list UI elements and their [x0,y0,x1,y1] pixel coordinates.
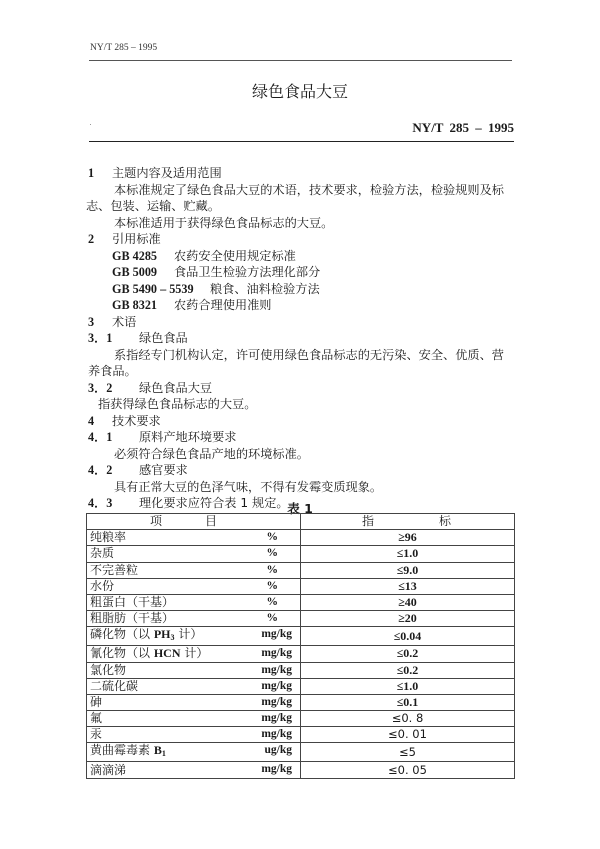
value-cell: ≤1.0 [301,546,515,562]
item-name: 黄曲霉毒素 $B_1$ [90,743,166,759]
table-row [87,578,515,594]
item-name: 不完善粒 [90,562,139,577]
section-4-heading [88,413,518,430]
value-cell: ≤0.2 [301,662,515,678]
paragraph-line: 本标准规定了绿色食品大豆的术语，技术要求，检验方法，检验规则及标 [114,182,504,197]
item-unit: % [266,531,278,544]
header-text: 项 [150,514,163,529]
header-text: 指 [362,514,375,529]
item-name: 汞 [90,727,103,742]
paragraph-line: 本标准适用于获得绿色食品标志的大豆。 [114,215,334,230]
subsection-title: 理化要求应符合表 1 规定。 [139,496,289,510]
value-cell: ≤0.1 [301,694,515,710]
value-cell: ≤1.0 [301,678,515,694]
item-cell [87,711,301,727]
item-cell [87,562,301,578]
reference-title: 粮食、油料检验方法 [210,281,320,296]
subsection-number: 4．2 [88,463,113,477]
item-name: 水份 [90,578,115,593]
table-row [87,594,515,610]
reference-code: GB 5009 [112,265,158,279]
value-cell: ≤0. 05 [301,762,515,778]
requirements-table [86,513,515,779]
reference-item [88,248,518,265]
subsection-title: 绿色食品 [139,331,188,345]
item-cell [87,727,301,743]
item-cell [87,762,301,778]
item-name: 二硫化碳 [90,678,139,693]
document-body [88,165,518,512]
paragraph-line: 系指经专门机构认定，许可使用绿色食品标志的无污染、安全、优质、营 [114,347,504,362]
value-cell: ≤13 [301,578,515,594]
reference-code: GB 8321 [112,298,158,312]
item-name: 砷 [90,694,103,709]
section-number: 1 [88,166,95,180]
item-unit: % [266,579,278,592]
item-cell [87,627,301,646]
reference-item [88,281,518,298]
document-title: 绿色食品大豆 [251,82,348,101]
value-cell: ≥20 [301,611,515,627]
item-name: 纯粮率 [90,530,127,545]
table-row [87,727,515,743]
section-3-heading [88,314,518,331]
item-cell [87,546,301,562]
item-unit: mg/kg [261,763,292,776]
reference-title: 农药合理使用准则 [174,298,272,312]
table-row [87,762,515,778]
paragraph-line: 必须符合绿色食品产地的环境标准。 [114,446,309,461]
reference-title: 食品卫生检验方法理化部分 [174,265,321,279]
table-row [87,694,515,710]
item-unit: % [266,563,278,576]
table-row [87,743,515,762]
item-cell [87,578,301,594]
table-row [87,611,515,627]
value-cell: ≤0.2 [301,646,515,662]
item-name: 磷化物（以 $PH_3$ 计） [90,627,203,643]
subsection-number: 3．2 [88,380,113,395]
item-unit: % [266,612,278,625]
item-unit: mg/kg [261,628,292,641]
subsection-3-2-heading [88,380,518,397]
item-cell [87,530,301,546]
section-number: 3 [88,314,95,329]
item-name: 杂质 [90,546,115,561]
item-name: 氯化物 [90,662,127,677]
standard-code-rule [89,141,514,142]
table-row [87,562,515,578]
item-cell [87,678,301,694]
reference-code: GB 5490 – 5539 [112,281,194,296]
value-cell: ≤0. 01 [301,727,515,743]
section-title: 引用标准 [112,232,161,246]
item-unit: mg/kg [261,679,292,692]
subsection-number: 4．1 [88,430,113,444]
value-cell: ≥40 [301,594,515,610]
section-1-heading [88,165,518,182]
section-number: 4 [88,413,95,428]
section-2-heading [88,231,518,248]
item-name: 粗脂肪（干基） [90,611,175,626]
section-title: 技术要求 [112,413,161,428]
item-name: 滴滴涕 [90,762,127,777]
item-unit: mg/kg [261,728,292,741]
table-row [87,646,515,662]
table-caption: 表 1 [287,501,313,516]
paragraph-line: 指获得绿色食品标志的大豆。 [98,397,257,411]
item-cell [87,662,301,678]
subsection-title: 原料产地环境要求 [139,430,237,444]
item-name: 粗蛋白（干基） [90,595,175,610]
subsection-4-2-heading [88,462,518,479]
item-unit: mg/kg [261,663,292,676]
paragraph-line: 志、包装、运输、贮藏。 [86,199,221,213]
item-cell [87,743,301,762]
item-unit: mg/kg [261,647,292,660]
table-row [87,530,515,546]
section-title: 术语 [112,314,137,329]
table-row [87,678,515,694]
paragraph-line: 养食品。 [88,364,137,378]
section-title: 主题内容及适用范围 [112,166,222,180]
section-number: 2 [88,232,95,246]
subsection-number: 4．3 [88,496,113,510]
item-cell [87,646,301,662]
value-cell: ≤5 [301,743,515,762]
item-unit: mg/kg [261,712,292,725]
reference-title: 农药安全使用规定标准 [174,248,296,263]
reference-item [88,264,518,281]
item-unit: % [266,595,278,608]
value-cell: ≤0. 8 [301,711,515,727]
item-name: 氟 [90,711,103,726]
standard-code: NY/T 285 – 1995 [412,120,514,135]
table-header-row [87,514,515,530]
value-cell: ≤9.0 [301,562,515,578]
table-row [87,546,515,562]
header-text: 标 [438,514,451,529]
reference-code: GB 4285 [112,248,158,263]
subsection-title: 感官要求 [139,463,188,477]
running-head: NY/T 285 – 1995 [90,43,158,53]
reference-item [88,297,518,314]
table-row [87,627,515,646]
header-item [87,514,301,530]
header-value [301,514,515,530]
item-cell [87,694,301,710]
subsection-number: 3．1 [88,331,113,345]
subsection-title: 绿色食品大豆 [139,380,213,395]
item-name: 氰化物（以 HCN 计） [90,646,209,661]
header-text: 目 [204,514,217,529]
table-row [87,711,515,727]
header-rule [89,60,512,61]
item-cell [87,611,301,627]
subsection-3-1-heading [88,330,518,347]
item-unit: ug/kg [264,744,292,757]
scan-speck [90,124,91,125]
value-cell: ≥96 [301,530,515,546]
paragraph-line: 具有正常大豆的色泽气味，不得有发霉变质现象。 [114,479,383,494]
item-unit: % [266,547,278,560]
value-cell: ≤0.04 [301,627,515,646]
subsection-4-1-heading [88,429,518,446]
item-cell [87,594,301,610]
table-row [87,662,515,678]
item-unit: mg/kg [261,695,292,708]
